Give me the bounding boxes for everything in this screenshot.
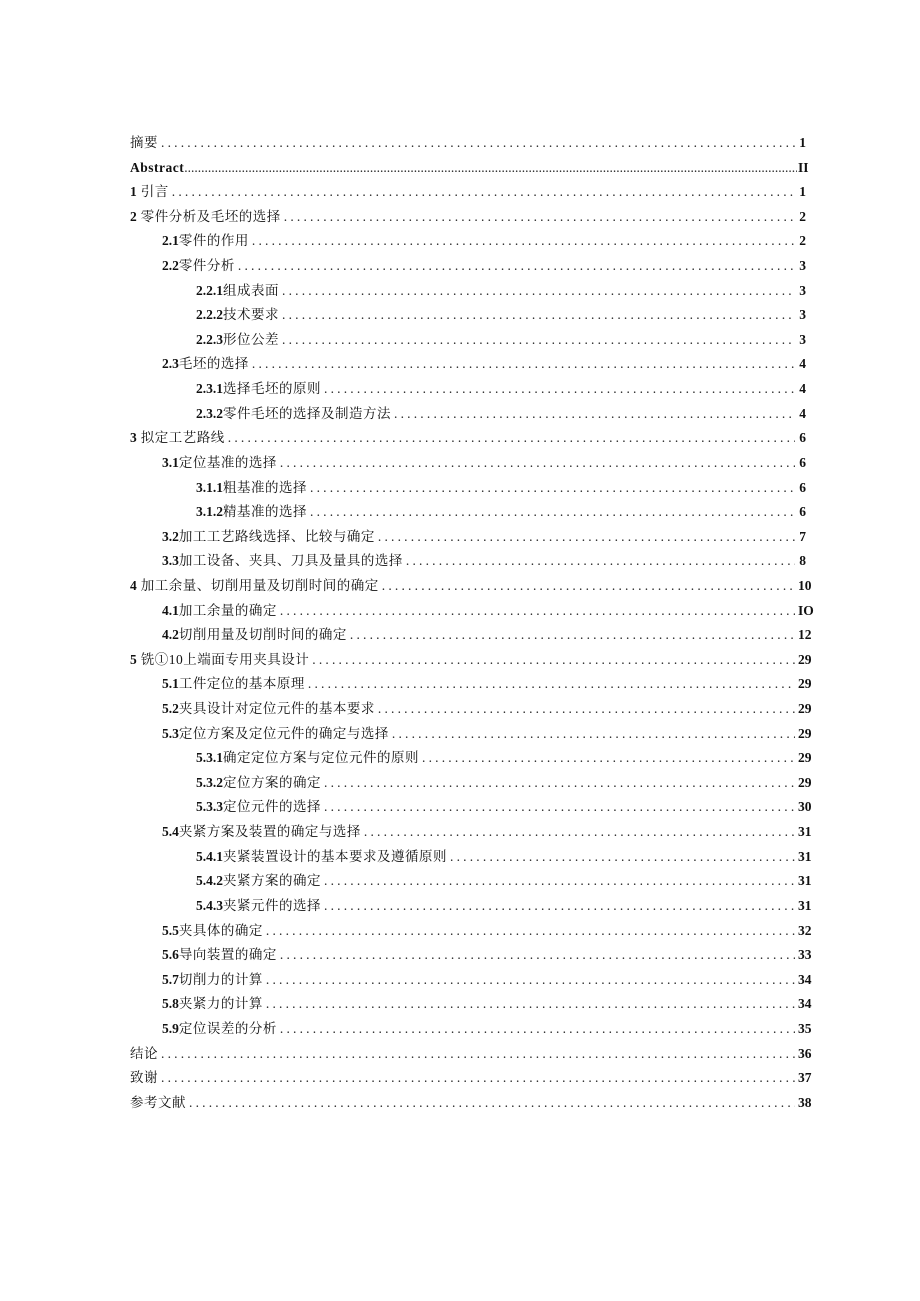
- toc-entry-title: 确定定位方案与定位元件的原则: [223, 750, 419, 766]
- toc-entry[interactable]: [130, 156, 809, 181]
- toc-entry-title: 定位元件的选择: [223, 799, 321, 815]
- toc-entry-page-number: 29: [798, 750, 812, 766]
- dot-leader: [280, 943, 795, 968]
- toc-entry-page-number: 6: [799, 479, 806, 495]
- toc-entry-title: 零件的作用: [178, 233, 249, 249]
- toc-entry-page-number: IO: [798, 602, 814, 618]
- toc-entry-title: 拟定工艺路线: [140, 430, 225, 446]
- toc-entry-page-number: 8: [799, 553, 806, 569]
- toc-entry-page-number: 3: [799, 258, 806, 274]
- toc-entry-number: 2: [130, 208, 137, 224]
- toc-entry-title: 加工余量的确定: [178, 602, 277, 618]
- toc-entry-page-number: 1: [799, 135, 806, 150]
- toc-entry-page-number: 2: [799, 233, 806, 249]
- toc-entry-page-number: 4: [799, 381, 806, 397]
- toc-entry[interactable]: [130, 377, 806, 402]
- toc-entry[interactable]: [130, 599, 814, 624]
- toc-entry[interactable]: [130, 623, 812, 648]
- toc-entry-number: 2.2.1: [196, 282, 223, 298]
- toc-entry-page-number: 29: [798, 651, 812, 667]
- toc-entry-title: 夹紧装置设计的基本要求及遵循原则: [223, 848, 447, 864]
- toc-entry-page-number: 35: [798, 1020, 812, 1036]
- toc-entry-page-number: 6: [799, 454, 806, 470]
- toc-entry-title: 选择毛坯的原则: [223, 381, 321, 397]
- dot-leader: [266, 992, 795, 1017]
- toc-entry[interactable]: [130, 648, 812, 673]
- toc-entry-title: 零件毛坯的选择及制造方法: [223, 405, 391, 421]
- toc-entry-page-number: 3: [799, 282, 806, 298]
- toc-entry-page-number: 31: [798, 873, 812, 889]
- toc-entry-number: 5.7: [162, 971, 179, 987]
- dot-leader: [350, 623, 795, 648]
- toc-entry-title: 夹紧力的计算: [178, 996, 263, 1012]
- dot-leader: [378, 525, 795, 550]
- toc-entry-number: 3.1: [162, 454, 179, 470]
- dot-leader: [280, 1017, 795, 1042]
- dot-leader: [284, 205, 795, 230]
- toc-entry-title: 夹紧元件的选择: [223, 897, 321, 913]
- toc-entry-page-number: 3: [799, 307, 806, 323]
- toc-entry[interactable]: [130, 771, 812, 796]
- toc-entry[interactable]: [130, 352, 806, 377]
- toc-entry[interactable]: [130, 722, 812, 747]
- toc-entry[interactable]: [130, 451, 806, 476]
- dot-leader: [308, 672, 795, 697]
- toc-entry-title: 零件分析: [178, 258, 235, 274]
- toc-entry-page-number: 7: [799, 528, 806, 544]
- dot-leader: [189, 1091, 795, 1116]
- toc-entry[interactable]: [130, 697, 812, 722]
- toc-entry[interactable]: [130, 254, 806, 279]
- dot-leader: [364, 820, 795, 845]
- toc-entry-title: 夹紧方案及装置的确定与选择: [178, 824, 361, 840]
- toc-entry-number: 5.3.1: [196, 750, 223, 766]
- toc-entry[interactable]: [130, 476, 806, 501]
- toc-entry[interactable]: [130, 180, 806, 205]
- dot-leader: [228, 426, 795, 451]
- toc-entry-number: 2.2: [162, 258, 179, 274]
- toc-entry-number: 3.3: [162, 553, 179, 569]
- toc-entry-title: 致谢: [130, 1070, 158, 1086]
- toc-entry-number: 5.4.2: [196, 873, 223, 889]
- toc-entry[interactable]: [130, 820, 812, 845]
- toc-entry-number: 2.2.2: [196, 307, 223, 323]
- toc-entry-title: 形位公差: [223, 331, 279, 347]
- toc-entry-number: 4.2: [162, 627, 179, 643]
- toc-entry-page-number: 3: [799, 331, 806, 347]
- dot-leader: [282, 328, 795, 353]
- toc-entry-page-number: 6: [799, 430, 806, 446]
- toc-entry[interactable]: [130, 500, 806, 525]
- toc-entry-title: 工件定位的基本原理: [178, 676, 305, 692]
- toc-entry-page-number: 30: [798, 799, 812, 815]
- toc-entry-title: 夹具体的确定: [178, 922, 263, 938]
- toc-entry-number: 5.4: [162, 824, 179, 840]
- toc-entry[interactable]: [130, 746, 812, 771]
- toc-entry-page-number: 31: [798, 824, 812, 840]
- dot-leader: [394, 402, 795, 427]
- toc-entry-title: 技术要求: [223, 307, 279, 323]
- toc-entry-number: 5.8: [162, 996, 179, 1012]
- toc-entry[interactable]: [130, 525, 806, 550]
- toc-entry-page-number: 29: [798, 725, 812, 741]
- dot-leader: [252, 229, 795, 254]
- toc-entry-number: 4: [130, 577, 137, 593]
- toc-entry[interactable]: [130, 229, 806, 254]
- toc-entry-title: 导向装置的确定: [178, 947, 277, 963]
- dot-leader: [324, 377, 795, 402]
- dot-leader: [310, 476, 795, 501]
- toc-entry-number: 2.3: [162, 356, 179, 372]
- toc-entry-number: 4.1: [162, 602, 179, 618]
- toc-entry-title: 毛坯的选择: [178, 356, 249, 372]
- toc-entry[interactable]: [130, 894, 812, 919]
- toc-entry-page-number: 4: [799, 356, 806, 372]
- toc-entry-page-number: 33: [798, 947, 812, 963]
- dot-leader: [324, 795, 795, 820]
- toc-entry-title: 引言: [140, 184, 169, 200]
- toc-entry-page-number: 4: [799, 405, 806, 421]
- toc-entry-number: 5: [130, 651, 137, 667]
- toc-entry-number: 2.1: [162, 233, 179, 249]
- toc-entry[interactable]: [130, 845, 812, 870]
- toc-entry-number: 5.3: [162, 725, 179, 741]
- toc-entry-page-number: 29: [798, 774, 812, 790]
- toc-entry-page-number: 32: [798, 922, 812, 938]
- dot-leader: [266, 919, 795, 944]
- toc-entry[interactable]: [130, 968, 812, 993]
- toc-entry-page-number: 38: [798, 1094, 812, 1110]
- toc-entry[interactable]: [130, 1042, 812, 1067]
- dot-leader: [238, 254, 795, 279]
- dot-leader: [312, 648, 795, 673]
- toc-entry[interactable]: [130, 1066, 812, 1091]
- toc-entry[interactable]: [130, 402, 806, 427]
- toc-entry[interactable]: [130, 992, 812, 1017]
- toc-entry-page-number: 31: [798, 848, 812, 864]
- toc-entry-title: 结论: [130, 1045, 158, 1061]
- toc-entry-number: 3.1.2: [196, 504, 223, 520]
- dot-leader: [161, 1042, 795, 1067]
- toc-entry-number: 2.2.3: [196, 331, 223, 347]
- toc-entry-title: 参考文献: [130, 1094, 186, 1110]
- toc-entry-title: Abstract: [130, 159, 185, 175]
- dot-leader: [382, 574, 795, 599]
- dot-leader: [282, 303, 795, 328]
- dot-leader: [280, 599, 795, 624]
- toc-entry[interactable]: [130, 303, 806, 328]
- toc-entry-title: 加工余量、切削用量及切削时间的确定: [140, 577, 379, 593]
- dot-leader: [310, 500, 795, 525]
- toc-entry[interactable]: [130, 1091, 812, 1116]
- dot-leader: [161, 1066, 795, 1091]
- toc-entry-number: 5.3.2: [196, 774, 223, 790]
- toc-entry-title: 夹紧方案的确定: [223, 873, 321, 889]
- dot-leader: [252, 352, 795, 377]
- toc-entry-page-number: 10: [798, 577, 812, 593]
- dot-leader: [450, 845, 795, 870]
- toc-entry[interactable]: [130, 131, 806, 156]
- dot-leader: [378, 697, 795, 722]
- toc-entry-number: 2.3.2: [196, 405, 223, 421]
- toc-entry[interactable]: [130, 1017, 812, 1042]
- toc-entry[interactable]: [130, 328, 806, 353]
- toc-entry-number: 5.3.3: [196, 799, 223, 815]
- dot-leader: [266, 968, 795, 993]
- toc-entry-page-number: 31: [798, 897, 812, 913]
- table-of-contents: [130, 131, 814, 1115]
- toc-entry-page-number: 12: [798, 627, 812, 643]
- toc-entry-title: 铣①10上端面专用夹具设计: [140, 651, 310, 667]
- dot-leader: [324, 869, 795, 894]
- toc-entry[interactable]: [130, 869, 812, 894]
- dot-leader: [324, 894, 795, 919]
- toc-entry-number: 3.2: [162, 528, 179, 544]
- toc-entry-title: 定位方案及定位元件的确定与选择: [178, 725, 389, 741]
- toc-entry-title: 摘要: [130, 135, 158, 150]
- toc-entry-number: 5.9: [162, 1020, 179, 1036]
- toc-entry-number: 3: [130, 430, 137, 446]
- toc-entry-number: 2.3.1: [196, 381, 223, 397]
- dot-leader: [324, 771, 795, 796]
- toc-entry[interactable]: [130, 672, 812, 697]
- dot-leader: [422, 746, 795, 771]
- dot-leader: [184, 156, 797, 181]
- toc-entry-title: 切削力的计算: [178, 971, 263, 987]
- toc-entry[interactable]: [130, 549, 806, 574]
- toc-entry-title: 零件分析及毛坯的选择: [140, 208, 281, 224]
- toc-entry-number: 5.2: [162, 701, 179, 717]
- toc-entry-page-number: 6: [799, 504, 806, 520]
- toc-entry[interactable]: [130, 919, 812, 944]
- toc-entry-title: 精基准的选择: [223, 504, 307, 520]
- toc-entry-page-number: 2: [799, 208, 806, 224]
- toc-entry-number: 5.1: [162, 676, 179, 692]
- toc-entry-title: 夹具设计对定位元件的基本要求: [178, 701, 375, 717]
- toc-entry[interactable]: [130, 279, 806, 304]
- toc-entry-number: 1: [130, 184, 137, 200]
- toc-entry[interactable]: [130, 426, 806, 451]
- toc-entry-page-number: 34: [798, 996, 812, 1012]
- toc-entry-page-number: II: [798, 159, 809, 175]
- dot-leader: [392, 722, 795, 747]
- toc-entry-page-number: 34: [798, 971, 812, 987]
- toc-entry[interactable]: [130, 795, 812, 820]
- toc-entry-number: 5.4.3: [196, 897, 223, 913]
- dot-leader: [406, 549, 795, 574]
- toc-entry[interactable]: [130, 574, 812, 599]
- dot-leader: [282, 279, 795, 304]
- toc-entry-title: 加工工艺路线选择、比较与确定: [178, 528, 375, 544]
- dot-leader: [172, 180, 795, 205]
- toc-entry[interactable]: [130, 205, 806, 230]
- toc-entry-title: 粗基准的选择: [223, 479, 307, 495]
- toc-entry-page-number: 1: [799, 184, 806, 200]
- toc-entry-page-number: 36: [798, 1045, 812, 1061]
- toc-entry-number: 3.1.1: [196, 479, 223, 495]
- toc-entry-page-number: 29: [798, 676, 812, 692]
- dot-leader: [161, 131, 795, 156]
- toc-entry-title: 定位误差的分析: [178, 1020, 277, 1036]
- toc-entry-page-number: 37: [798, 1070, 812, 1086]
- toc-entry-page-number: 29: [798, 701, 812, 717]
- toc-entry[interactable]: [130, 943, 812, 968]
- toc-entry-title: 定位方案的确定: [223, 774, 321, 790]
- toc-entry-number: 5.6: [162, 947, 179, 963]
- toc-entry-number: 5.4.1: [196, 848, 223, 864]
- toc-entry-title: 加工设备、夹具、刀具及量具的选择: [178, 553, 403, 569]
- toc-entry-title: 定位基准的选择: [178, 454, 277, 470]
- dot-leader: [280, 451, 795, 476]
- toc-entry-number: 5.5: [162, 922, 179, 938]
- toc-entry-title: 组成表面: [223, 282, 279, 298]
- toc-entry-title: 切削用量及切削时间的确定: [178, 627, 347, 643]
